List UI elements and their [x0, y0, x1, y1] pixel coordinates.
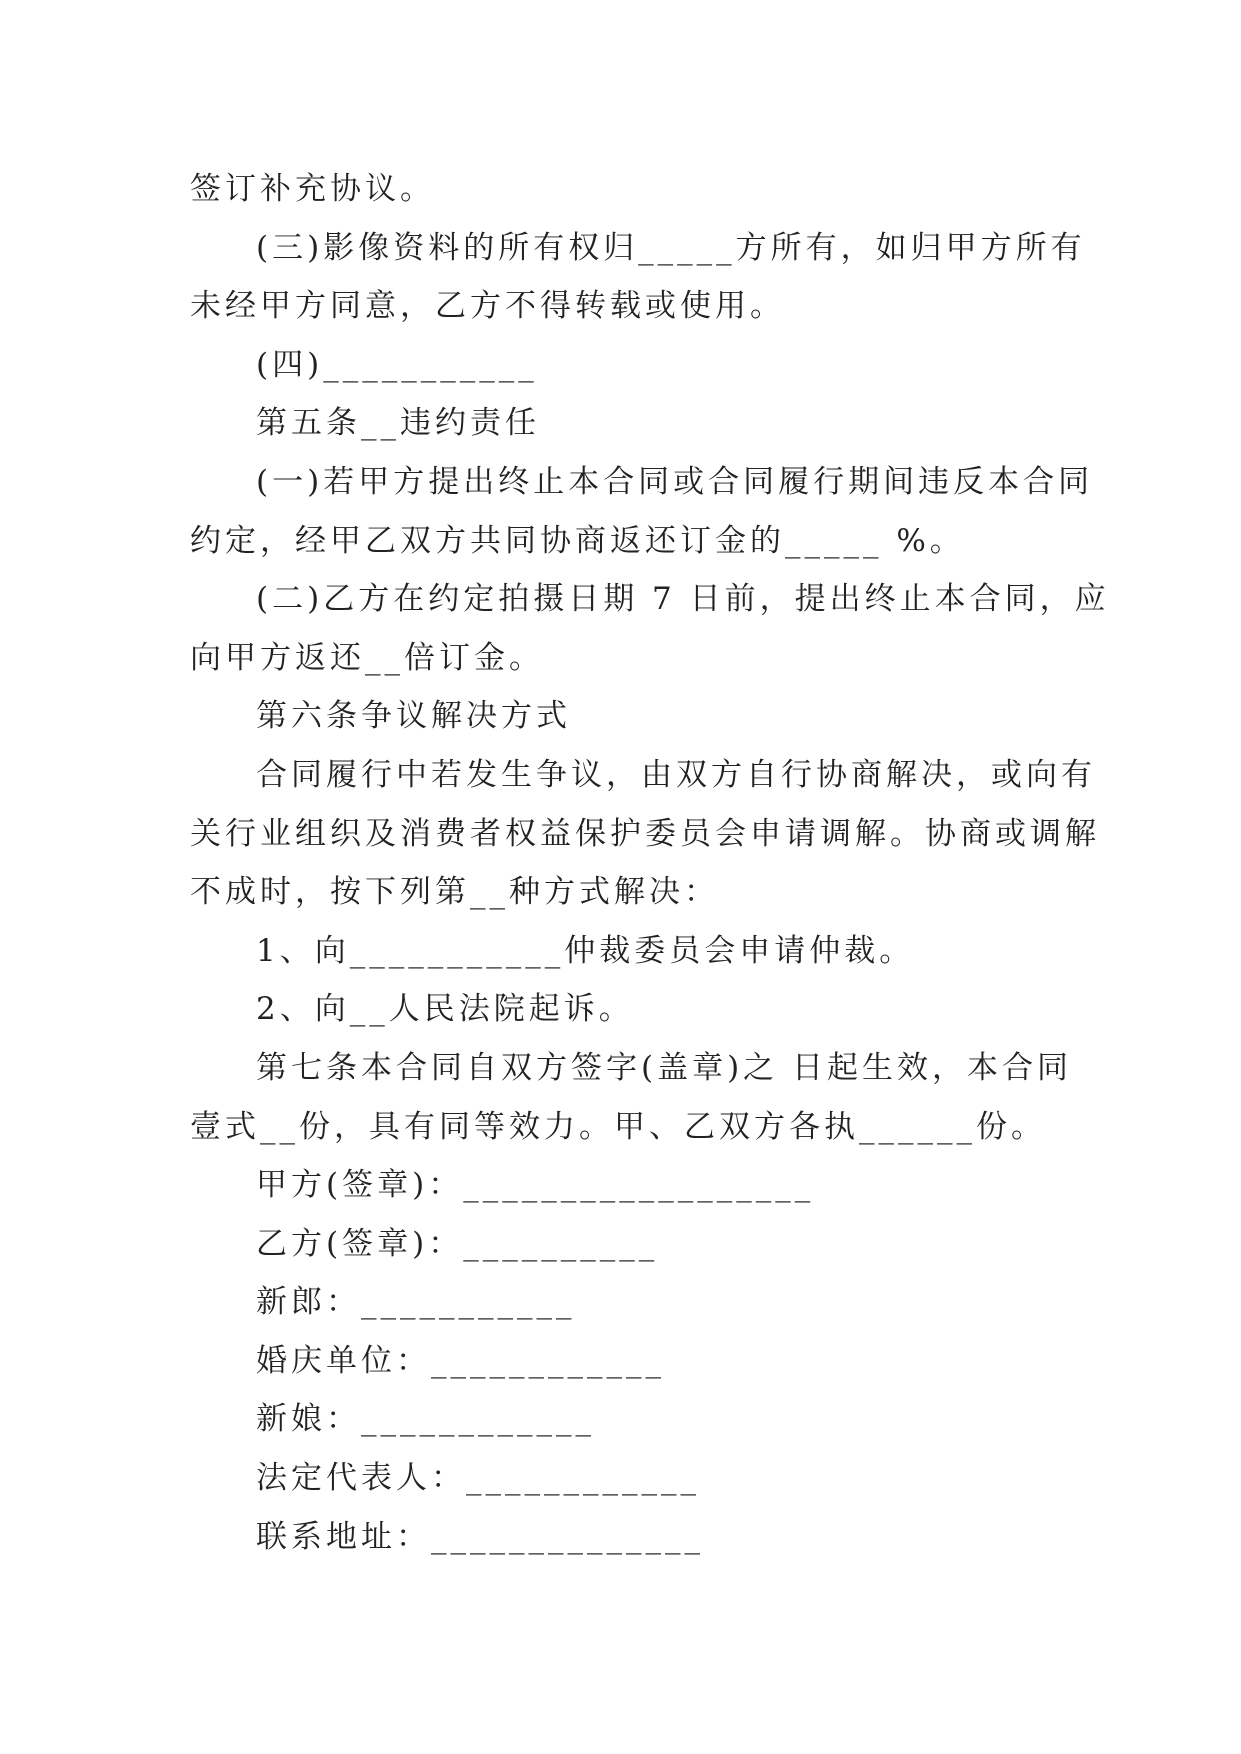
signature-line: 新娘：____________: [256, 1401, 595, 1438]
section-heading: 第六条争议解决方式: [256, 698, 571, 735]
signature-line: 联系地址：______________: [256, 1518, 704, 1555]
signature-line: 乙方(签章)：__________: [256, 1225, 659, 1262]
section-heading: 第五条__违约责任: [256, 405, 540, 442]
text-line: 签订补充协议。: [190, 171, 435, 207]
text-line: (一)若甲方提出终止本合同或合同履行期间违反本合同: [256, 463, 1094, 500]
text-line: 2、向__人民法院起诉。: [256, 991, 634, 1028]
text-line: (四)___________: [256, 346, 538, 383]
signature-line: 甲方(签章)：__________________: [256, 1167, 815, 1204]
text-line: 不成时，按下列第__种方式解决：: [190, 874, 719, 911]
text-line: 约定，经甲乙双方共同协商返还订金的_____ %。: [190, 522, 965, 559]
text-line: (三)影像资料的所有权归_____方所有，如归甲方所有: [256, 229, 1086, 266]
text-line: 1、向___________仲裁委员会申请仲裁。: [256, 932, 915, 969]
text-line: 壹式__份，具有同等效力。甲、乙双方各执______份。: [190, 1108, 1046, 1145]
text-line: (二)乙方在约定拍摄日期 7 日前，提出终止本合同，应: [256, 581, 1110, 618]
text-line: 未经甲方同意，乙方不得转载或使用。: [190, 288, 785, 325]
signature-line: 新郎：___________: [256, 1284, 576, 1321]
signature-line: 婚庆单位：____________: [256, 1342, 665, 1379]
text-line: 向甲方返还__倍订金。: [190, 639, 544, 676]
section-heading: 第七条本合同自双方签字(盖章)之 日起生效，本合同: [256, 1049, 1073, 1086]
text-line: 合同履行中若发生争议，由双方自行协商解决，或向有: [256, 756, 1096, 793]
signature-line: 法定代表人：____________: [256, 1460, 700, 1497]
text-line: 关行业组织及消费者权益保护委员会申请调解。协商或调解: [190, 815, 1100, 852]
document-body: [190, 160, 1110, 1566]
